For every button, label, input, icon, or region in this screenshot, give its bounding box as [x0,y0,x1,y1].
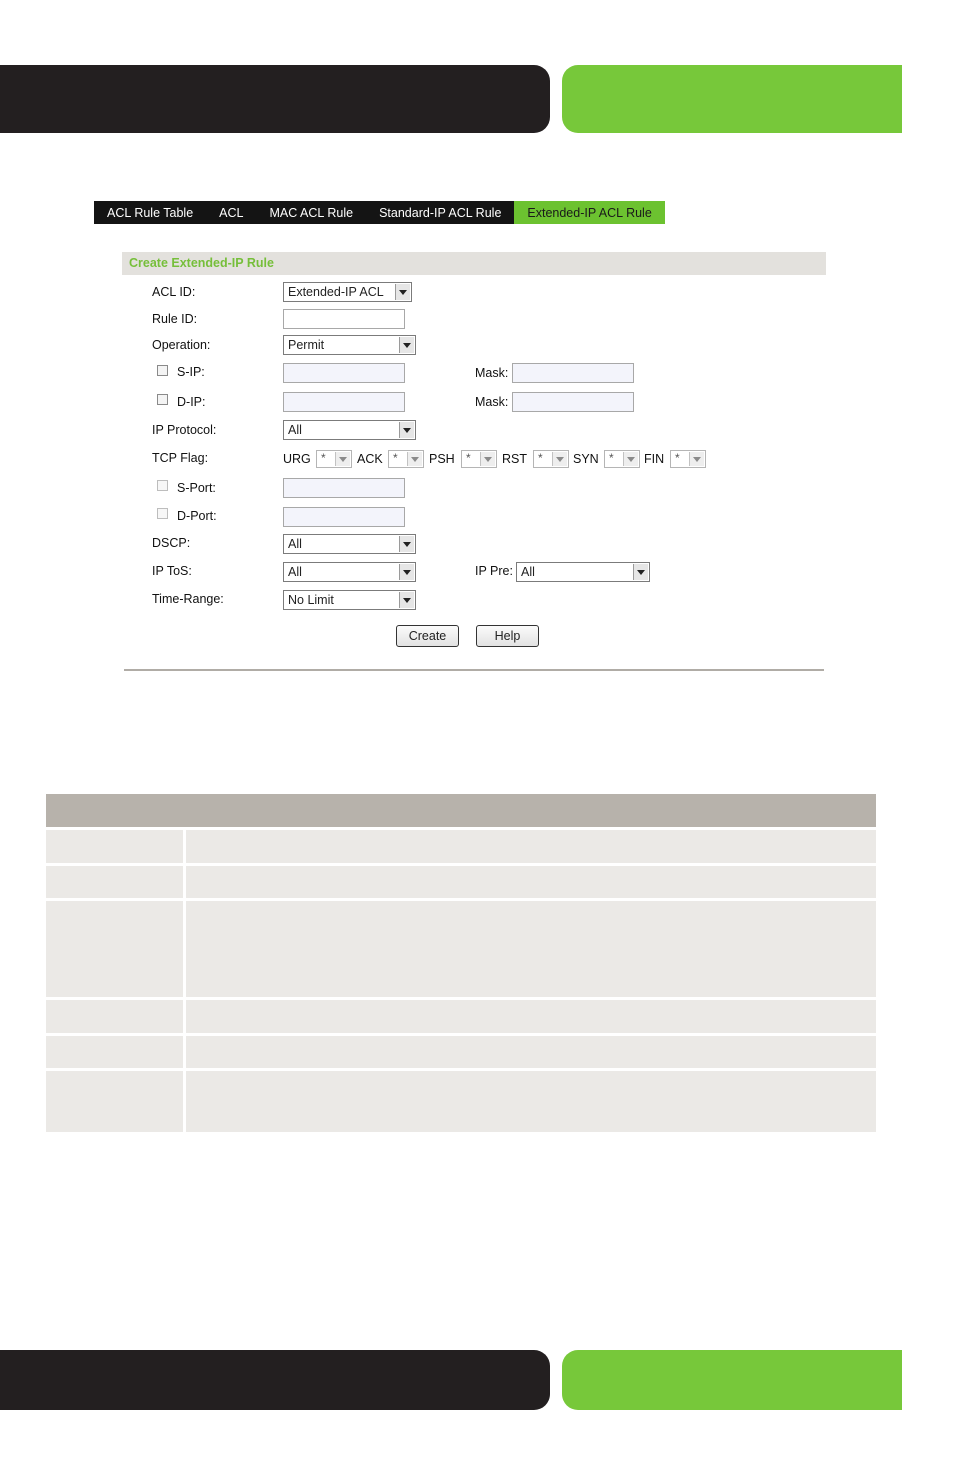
footer-banner-dark [0,1350,550,1410]
ack-select[interactable] [388,450,424,468]
footer-banner-green [562,1350,902,1410]
operation-select[interactable] [283,335,416,355]
ack-label: ACK [357,452,383,466]
help-button[interactable]: Help [476,625,539,647]
operation-label: Operation: [152,338,211,352]
header-banner-dark [0,65,550,133]
dscp-label: DSCP: [152,536,191,550]
dscp-select[interactable] [283,534,416,554]
urg-select[interactable] [316,450,352,468]
description-table-header [46,794,876,827]
table-row [46,1071,876,1132]
fin-value: * [675,451,680,465]
operation-value: Permit [288,338,325,352]
d-ip-input[interactable] [283,392,405,412]
chevron-down-icon [689,452,704,466]
tab-acl-rule-table[interactable]: ACL Rule Table [107,205,194,220]
table-cell [46,1036,183,1068]
rst-select[interactable] [533,450,569,468]
d-ip-label: D-IP: [177,395,206,409]
acl-id-value: Extended-IP ACL [288,285,384,299]
urg-label: URG [283,452,311,466]
ack-value: * [393,451,398,465]
chevron-down-icon [399,592,414,608]
tab-acl[interactable]: ACL [219,205,244,220]
ip-tos-label: IP ToS: [152,564,192,578]
ip-pre-value: All [521,565,535,579]
dscp-value: All [288,537,302,551]
psh-value: * [466,451,471,465]
column-divider [183,901,186,997]
table-row [46,901,876,997]
table-row [46,830,876,863]
s-ip-checkbox[interactable] [157,365,168,376]
time-range-label: Time-Range: [152,592,224,606]
d-port-checkbox[interactable] [157,508,168,519]
rule-id-input[interactable] [283,309,405,329]
fin-select[interactable] [670,450,706,468]
ip-tos-value: All [288,565,302,579]
ip-tos-select[interactable] [283,562,416,582]
rst-label: RST [502,452,527,466]
table-cell [46,1000,183,1033]
chevron-down-icon [399,422,414,438]
ip-protocol-label: IP Protocol: [152,423,217,437]
table-cell [46,830,183,863]
d-ip-mask-label: Mask: [475,395,509,409]
table-cell [46,1071,183,1132]
s-port-input[interactable] [283,478,405,498]
s-ip-mask-label: Mask: [475,366,509,380]
psh-select[interactable] [461,450,497,468]
column-divider [183,1071,186,1132]
tab-extended-ip-acl-rule[interactable]: Extended-IP ACL Rule [514,201,664,224]
header-banner-green [562,65,902,133]
rst-value: * [538,451,543,465]
panel-divider [124,669,824,671]
fin-label: FIN [644,452,665,466]
d-port-label: D-Port: [177,509,217,523]
tab-mac-acl-rule[interactable]: MAC ACL Rule [269,205,354,220]
chevron-down-icon [399,564,414,580]
s-port-checkbox[interactable] [157,480,168,491]
tcp-flag-label: TCP Flag: [152,451,209,465]
chevron-down-icon [552,452,567,466]
table-row [46,1000,876,1033]
d-port-input[interactable] [283,507,405,527]
chevron-down-icon [399,337,414,353]
s-ip-label: S-IP: [177,365,205,379]
syn-label: SYN [573,452,599,466]
chevron-down-icon [623,452,638,466]
table-row [46,1036,876,1068]
acl-id-select[interactable] [283,282,412,302]
chevron-down-icon [480,452,495,466]
column-divider [183,1036,186,1068]
ip-pre-select[interactable] [516,562,650,582]
syn-select[interactable] [604,450,640,468]
s-port-label: S-Port: [177,481,216,495]
column-divider [183,830,186,863]
psh-label: PSH [429,452,455,466]
ip-protocol-value: All [288,423,302,437]
ip-protocol-select[interactable] [283,420,416,440]
rule-id-label: Rule ID: [152,312,198,326]
tab-standard-ip-acl-rule[interactable]: Standard-IP ACL Rule [379,205,502,220]
s-ip-mask-input[interactable] [512,363,634,383]
panel-title: Create Extended-IP Rule [122,252,826,275]
s-ip-input[interactable] [283,363,405,383]
d-ip-checkbox[interactable] [157,394,168,405]
chevron-down-icon [395,284,410,300]
chevron-down-icon [633,564,648,580]
chevron-down-icon [335,452,350,466]
chevron-down-icon [407,452,422,466]
column-divider [183,1000,186,1033]
chevron-down-icon [399,536,414,552]
tab-bar [94,201,665,224]
d-ip-mask-input[interactable] [512,392,634,412]
urg-value: * [321,451,326,465]
syn-value: * [609,451,614,465]
table-row [46,866,876,898]
table-cell [46,866,183,898]
time-range-select[interactable] [283,590,416,610]
acl-id-label: ACL ID: [152,285,196,299]
ip-pre-label: IP Pre: [475,564,513,578]
column-divider [183,866,186,898]
time-range-value: No Limit [288,593,334,607]
create-button[interactable]: Create [396,625,459,647]
table-cell [46,901,183,997]
